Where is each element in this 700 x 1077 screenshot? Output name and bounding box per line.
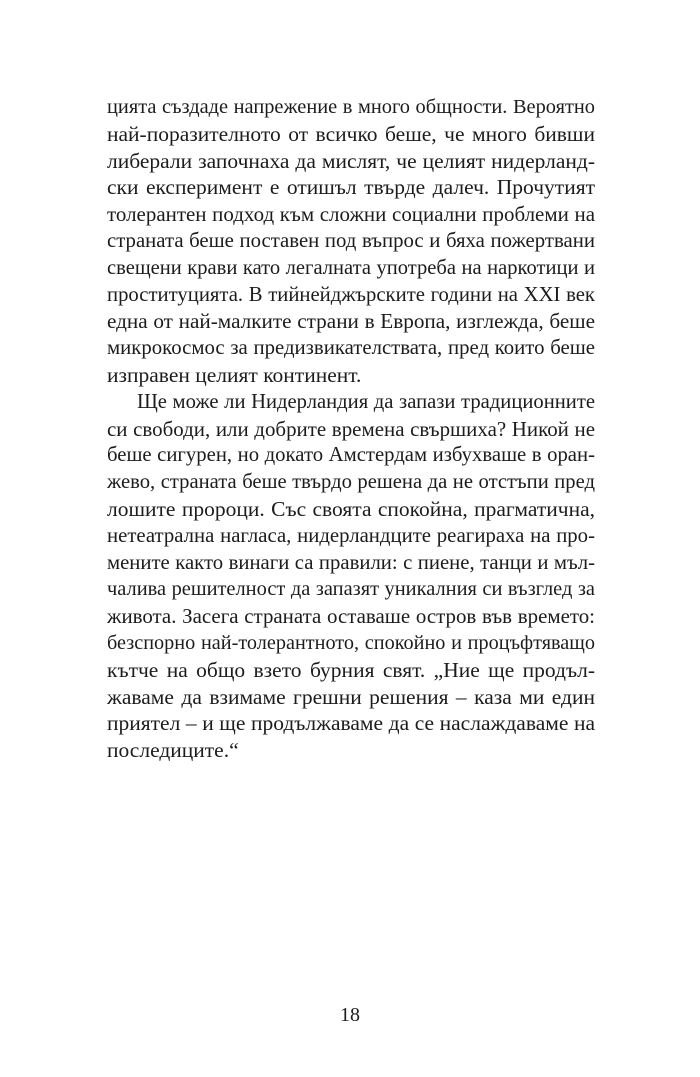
text-line: Ще може ли Нидерландия да запази традиционните (137, 390, 595, 413)
text-line: приятел – и ще продължаваме да се наслаждаваме на (107, 711, 595, 736)
text-line: изправен целият континент. (107, 362, 362, 387)
text-line: кътче на общо взето бурния свят. „Ние ще продъл- (107, 657, 595, 682)
text-line: либерали започнаха да мислят, че целият нидерланд- (107, 148, 595, 173)
text-line: страната беше поставен под въпрос и бяха пожертвани (107, 228, 595, 252)
text-line: ски експеримент е отишъл твърде далеч. Прочутият (107, 175, 595, 200)
text-line: жаваме да взимаме грешни решения – каза ми един (107, 684, 595, 709)
body-text (107, 94, 595, 764)
text-line: живота. Засега страната оставаше остров във времето: (107, 604, 595, 629)
text-line: цията създаде напрежение в много общности. Вероятно (107, 96, 595, 118)
text-line: последиците.“ (107, 738, 239, 763)
text-line: нетеатрална нагласа, нидерландците реагираха на про- (107, 523, 595, 547)
page-number: 18 (340, 1004, 360, 1026)
text-line: една от най-малките страни в Европа, изглежда, беше (107, 309, 595, 334)
paragraph-2 (107, 389, 595, 764)
text-line: безспорно най-толерантното, спокойно и процъфтяващо (107, 631, 595, 654)
text-line: чалива решителност да запазят уникалния си възглед за (107, 578, 595, 601)
paragraph-1 (107, 94, 595, 389)
text-line: проституцията. В тийнейджърските години на XXI век (107, 283, 595, 306)
text-line: лошите пророци. Със своята спокойна, прагматична, (107, 496, 595, 521)
text-line: най-поразителното от всичко беше, че много бивши (107, 121, 595, 146)
text-line: жево, страната беше твърдо решена да не отстъпи пред (107, 471, 595, 494)
text-line: мените както винаги са правили: с пиене, танци и мъл- (107, 551, 595, 574)
text-line: си свободи, или добрите времена свършиха? Никой не (107, 416, 595, 441)
text-line: толерантен подход към сложни социални проблеми на (107, 202, 595, 227)
text-line: беше сигурен, но докато Амстердам избухваше в оран- (107, 444, 595, 467)
text-line: микрокосмос за предизвикателствата, пред които беше (107, 336, 595, 360)
text-line: свещени крави като легалната употреба на наркотици и (107, 256, 595, 279)
